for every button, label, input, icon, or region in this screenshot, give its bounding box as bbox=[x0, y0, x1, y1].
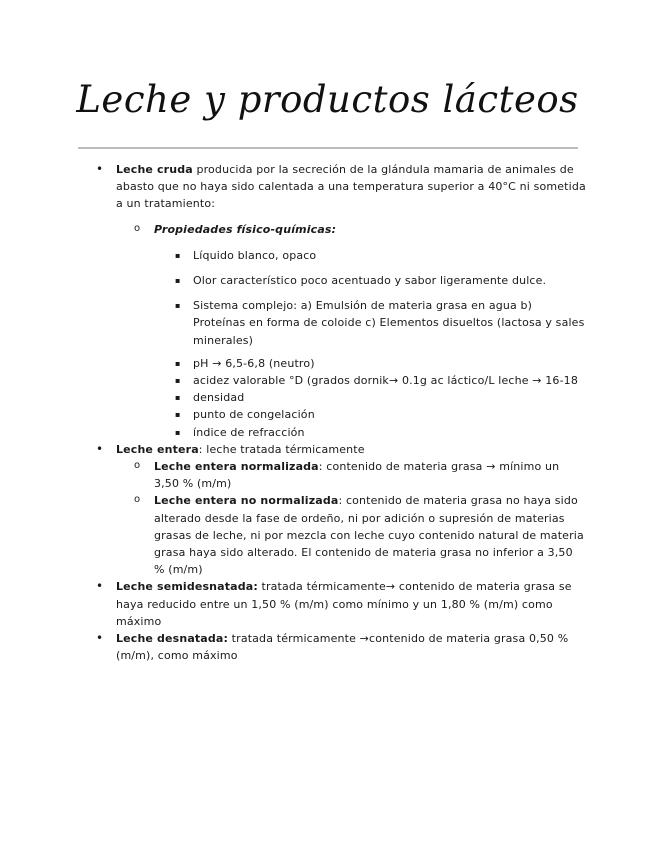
list-item-prop-3 bbox=[96, 297, 586, 349]
circle-marker: o bbox=[134, 494, 141, 506]
list-item-prop-1 bbox=[96, 247, 586, 264]
page-title: Leche y productos lácteos bbox=[76, 78, 579, 121]
text-prop-1: Líquido blanco, opaco bbox=[193, 248, 317, 262]
square-marker: ▪ bbox=[175, 376, 181, 386]
list-item-propiedades bbox=[96, 221, 586, 238]
bullet-marker: • bbox=[96, 162, 104, 176]
document-body bbox=[96, 161, 586, 664]
list-item-leche-desnatada bbox=[96, 630, 586, 664]
text-leche-entera: : leche tratada térmicamente bbox=[198, 442, 365, 456]
list-item-prop-4 bbox=[96, 355, 586, 372]
term-leche-desnatada: Leche desnatada: bbox=[116, 632, 229, 646]
list-item-prop-8 bbox=[96, 424, 586, 441]
text-prop-3: Sistema complejo: a) Emulsión de materia grasa en agua b) Proteínas en forma de coloide c) Elementos disueltos (lactosa y sales minerales) bbox=[193, 299, 585, 347]
text-leche-desnatada: tratada térmicamente →contenido de materia grasa 0,50 % (m/m), como máximo bbox=[116, 632, 569, 663]
circle-marker: o bbox=[134, 222, 141, 234]
text-entera-normalizada: : contenido de materia grasa → mínimo un 3,50 % (m/m) bbox=[154, 460, 560, 491]
term-leche-semidesnatada: Leche semidesnatada: bbox=[116, 580, 258, 594]
text-prop-5: acidez valorable °D (grados dornik→ 0.1g ac láctico/L leche → 16-18 bbox=[193, 374, 578, 388]
text-prop-2: Olor característico poco acentuado y sabor ligeramente dulce. bbox=[193, 274, 547, 288]
label-propiedades: Propiedades físico-químicas: bbox=[154, 222, 337, 236]
bullet-marker: • bbox=[96, 579, 104, 594]
bullet-marker: • bbox=[96, 441, 104, 456]
list-item-prop-5 bbox=[96, 372, 586, 389]
square-marker: ▪ bbox=[175, 393, 181, 403]
square-marker: ▪ bbox=[175, 358, 181, 368]
term-entera-no-normalizada: Leche entera no normalizada bbox=[154, 494, 339, 508]
square-marker: ▪ bbox=[175, 410, 181, 420]
text-prop-4: pH → 6,5-6,8 (neutro) bbox=[193, 356, 315, 370]
square-marker: ▪ bbox=[175, 250, 181, 260]
square-marker: ▪ bbox=[175, 301, 181, 311]
term-leche-entera: Leche entera bbox=[116, 442, 199, 456]
list-item-prop-2 bbox=[96, 272, 586, 289]
title-divider bbox=[78, 147, 578, 149]
square-marker: ▪ bbox=[175, 427, 181, 437]
text-prop-8: índice de refracción bbox=[193, 425, 305, 439]
list-item-entera-normalizada bbox=[96, 458, 586, 492]
text-leche-cruda: producida por la secreción de la glándula mamaria de animales de abasto que no haya sido calentada a una temperatura superior a 40°C ni sometida a un tratamiento: bbox=[116, 163, 586, 211]
list-item-leche-entera bbox=[96, 441, 586, 458]
square-marker: ▪ bbox=[175, 276, 181, 286]
list-item-leche-cruda bbox=[96, 161, 586, 213]
text-prop-7: punto de congelación bbox=[193, 408, 315, 422]
text-entera-no-normalizada: : contenido de materia grasa no haya sido alterado desde la fase de ordeño, ni por adición o supresión de materias grasas de leche, ni por mezcla con leche cuyo contenido natural de materia grasa haya sido alterado. El contenido de materia grasa no inferior a 3,50 % (m/m) bbox=[154, 494, 584, 577]
bullet-marker: • bbox=[96, 631, 104, 646]
circle-marker: o bbox=[134, 460, 141, 472]
text-leche-semidesnatada: tratada térmicamente→ contenido de materia grasa se haya reducido entre un 1,50 % (m/m) como mínimo y un 1,80 % (m/m) como máximo bbox=[116, 580, 572, 628]
list-item-leche-semidesnatada bbox=[96, 578, 586, 630]
term-leche-cruda: Leche cruda bbox=[116, 163, 193, 176]
list-item-prop-6 bbox=[96, 389, 586, 406]
term-entera-normalizada: Leche entera normalizada bbox=[154, 460, 319, 474]
list-item-prop-7 bbox=[96, 406, 586, 423]
list-item-entera-no-normalizada bbox=[96, 492, 586, 578]
text-prop-6: densidad bbox=[193, 391, 245, 405]
